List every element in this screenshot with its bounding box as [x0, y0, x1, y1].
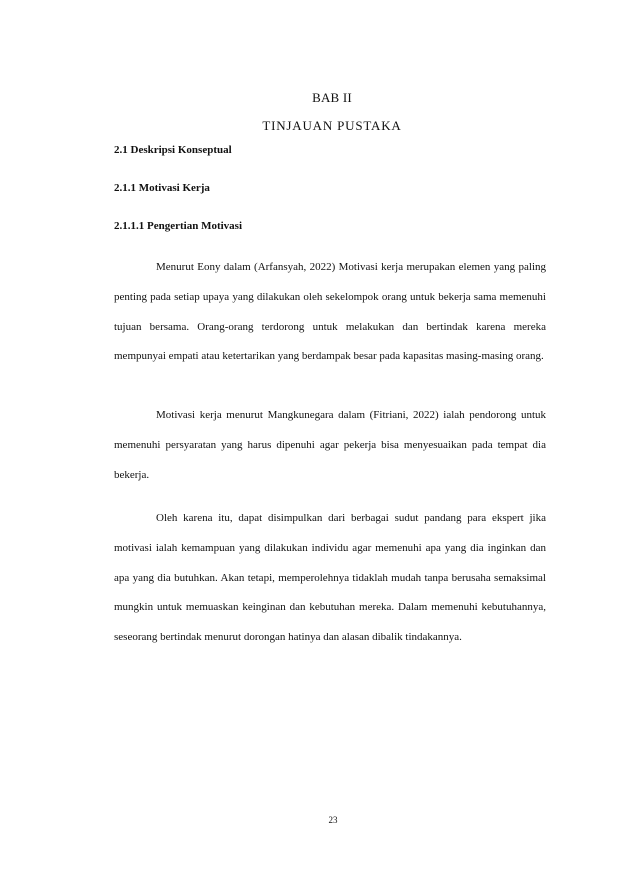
body-paragraph-1: Menurut Eony dalam (Arfansyah, 2022) Motivasi kerja merupakan elemen yang paling penting pada setiap upaya yang dilakukan oleh sekelompok orang untuk bekerja sama memenuhi tujuan bersama. Orang-orang terdorong untuk melakukan dan bertindak karena mereka mempunyai empati atau ketertarikan yang berdampak besar pada kapasitas masing-masing orang.: [114, 261, 546, 363]
page-number: 23: [328, 815, 338, 825]
chapter-number: BAB II: [312, 90, 352, 105]
subsubsection-heading: 2.1.1.1 Pengertian Motivasi: [114, 220, 243, 232]
subsection-heading: 2.1.1 Motivasi Kerja: [114, 182, 210, 194]
chapter-title: TINJAUAN PUSTAKA: [262, 118, 402, 133]
body-paragraph-2: Motivasi kerja menurut Mangkunegara dalam (Fitriani, 2022) ialah pendorong untuk memenuhi persyaratan yang harus dipenuhi agar pekerja bisa menyesuaikan pada tempat dia bekerja.: [114, 409, 546, 481]
section-heading: 2.1 Deskripsi Konseptual: [114, 144, 232, 156]
body-paragraph-3: Oleh karena itu, dapat disimpulkan dari berbagai sudut pandang para ekspert jika motivasi ialah kemampuan yang dilakukan individu agar memenuhi apa yang dia inginkan dan apa yang dia butuhkan. Akan tetapi, memperolehnya tidaklah mudah tanpa berusaha semaksimal mungkin untuk memuaskan keinginan dan kebutuhan mereka. Dalam memenuhi kebutuhannya, seseorang bertindak menurut dorongan hatinya dan alasan dibalik tindakannya.: [114, 512, 546, 644]
